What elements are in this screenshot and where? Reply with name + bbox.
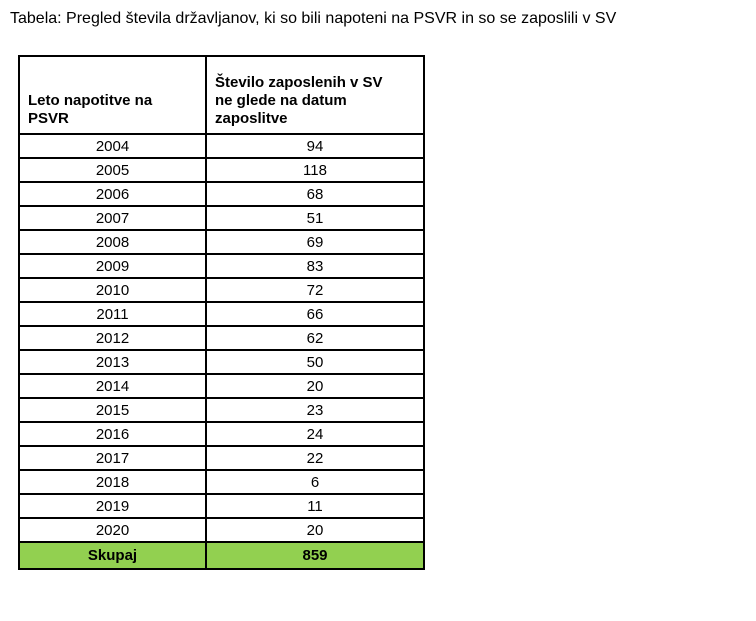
total-row [19, 542, 424, 569]
year-cell: 2008 [19, 230, 206, 254]
table-row [19, 254, 424, 278]
table-row [19, 230, 424, 254]
table-row [19, 398, 424, 422]
header-row [19, 56, 424, 134]
total-value: 859 [206, 542, 424, 569]
table-row [19, 278, 424, 302]
table-body [19, 134, 424, 542]
count-cell: 72 [206, 278, 424, 302]
table-row [19, 518, 424, 542]
year-cell: 2007 [19, 206, 206, 230]
header-year-label: Leto napotitve na PSVR [28, 92, 153, 127]
table-row [19, 302, 424, 326]
header-count [206, 56, 424, 134]
count-cell: 20 [206, 518, 424, 542]
total-label: Skupaj [19, 542, 206, 569]
count-cell: 11 [206, 494, 424, 518]
table-row [19, 470, 424, 494]
table-caption: Tabela: Pregled števila državljanov, ki so bili napoteni na PSVR in so se zaposlili v SV [10, 10, 617, 27]
table-row [19, 494, 424, 518]
count-cell: 94 [206, 134, 424, 158]
count-cell: 50 [206, 350, 424, 374]
table-row [19, 374, 424, 398]
count-cell: 6 [206, 470, 424, 494]
count-cell: 22 [206, 446, 424, 470]
year-cell: 2020 [19, 518, 206, 542]
year-cell: 2017 [19, 446, 206, 470]
count-cell: 68 [206, 182, 424, 206]
year-cell: 2014 [19, 374, 206, 398]
year-cell: 2011 [19, 302, 206, 326]
year-cell: 2016 [19, 422, 206, 446]
year-cell: 2006 [19, 182, 206, 206]
count-cell: 66 [206, 302, 424, 326]
year-cell: 2013 [19, 350, 206, 374]
count-cell: 51 [206, 206, 424, 230]
count-cell: 24 [206, 422, 424, 446]
year-cell: 2004 [19, 134, 206, 158]
count-cell: 62 [206, 326, 424, 350]
header-year [19, 56, 206, 134]
year-cell: 2019 [19, 494, 206, 518]
table-row [19, 422, 424, 446]
count-cell: 118 [206, 158, 424, 182]
year-cell: 2015 [19, 398, 206, 422]
year-cell: 2012 [19, 326, 206, 350]
year-cell: 2018 [19, 470, 206, 494]
table-row [19, 182, 424, 206]
count-cell: 23 [206, 398, 424, 422]
psvr-employment-table [18, 55, 425, 570]
table-row [19, 446, 424, 470]
count-cell: 20 [206, 374, 424, 398]
table-row [19, 134, 424, 158]
table-row [19, 158, 424, 182]
table-row [19, 326, 424, 350]
count-cell: 69 [206, 230, 424, 254]
table-row [19, 206, 424, 230]
year-cell: 2009 [19, 254, 206, 278]
header-count-label: Število zaposlenih v SV ne glede na datum zaposlitve [215, 74, 383, 127]
year-cell: 2010 [19, 278, 206, 302]
count-cell: 83 [206, 254, 424, 278]
table-row [19, 350, 424, 374]
year-cell: 2005 [19, 158, 206, 182]
